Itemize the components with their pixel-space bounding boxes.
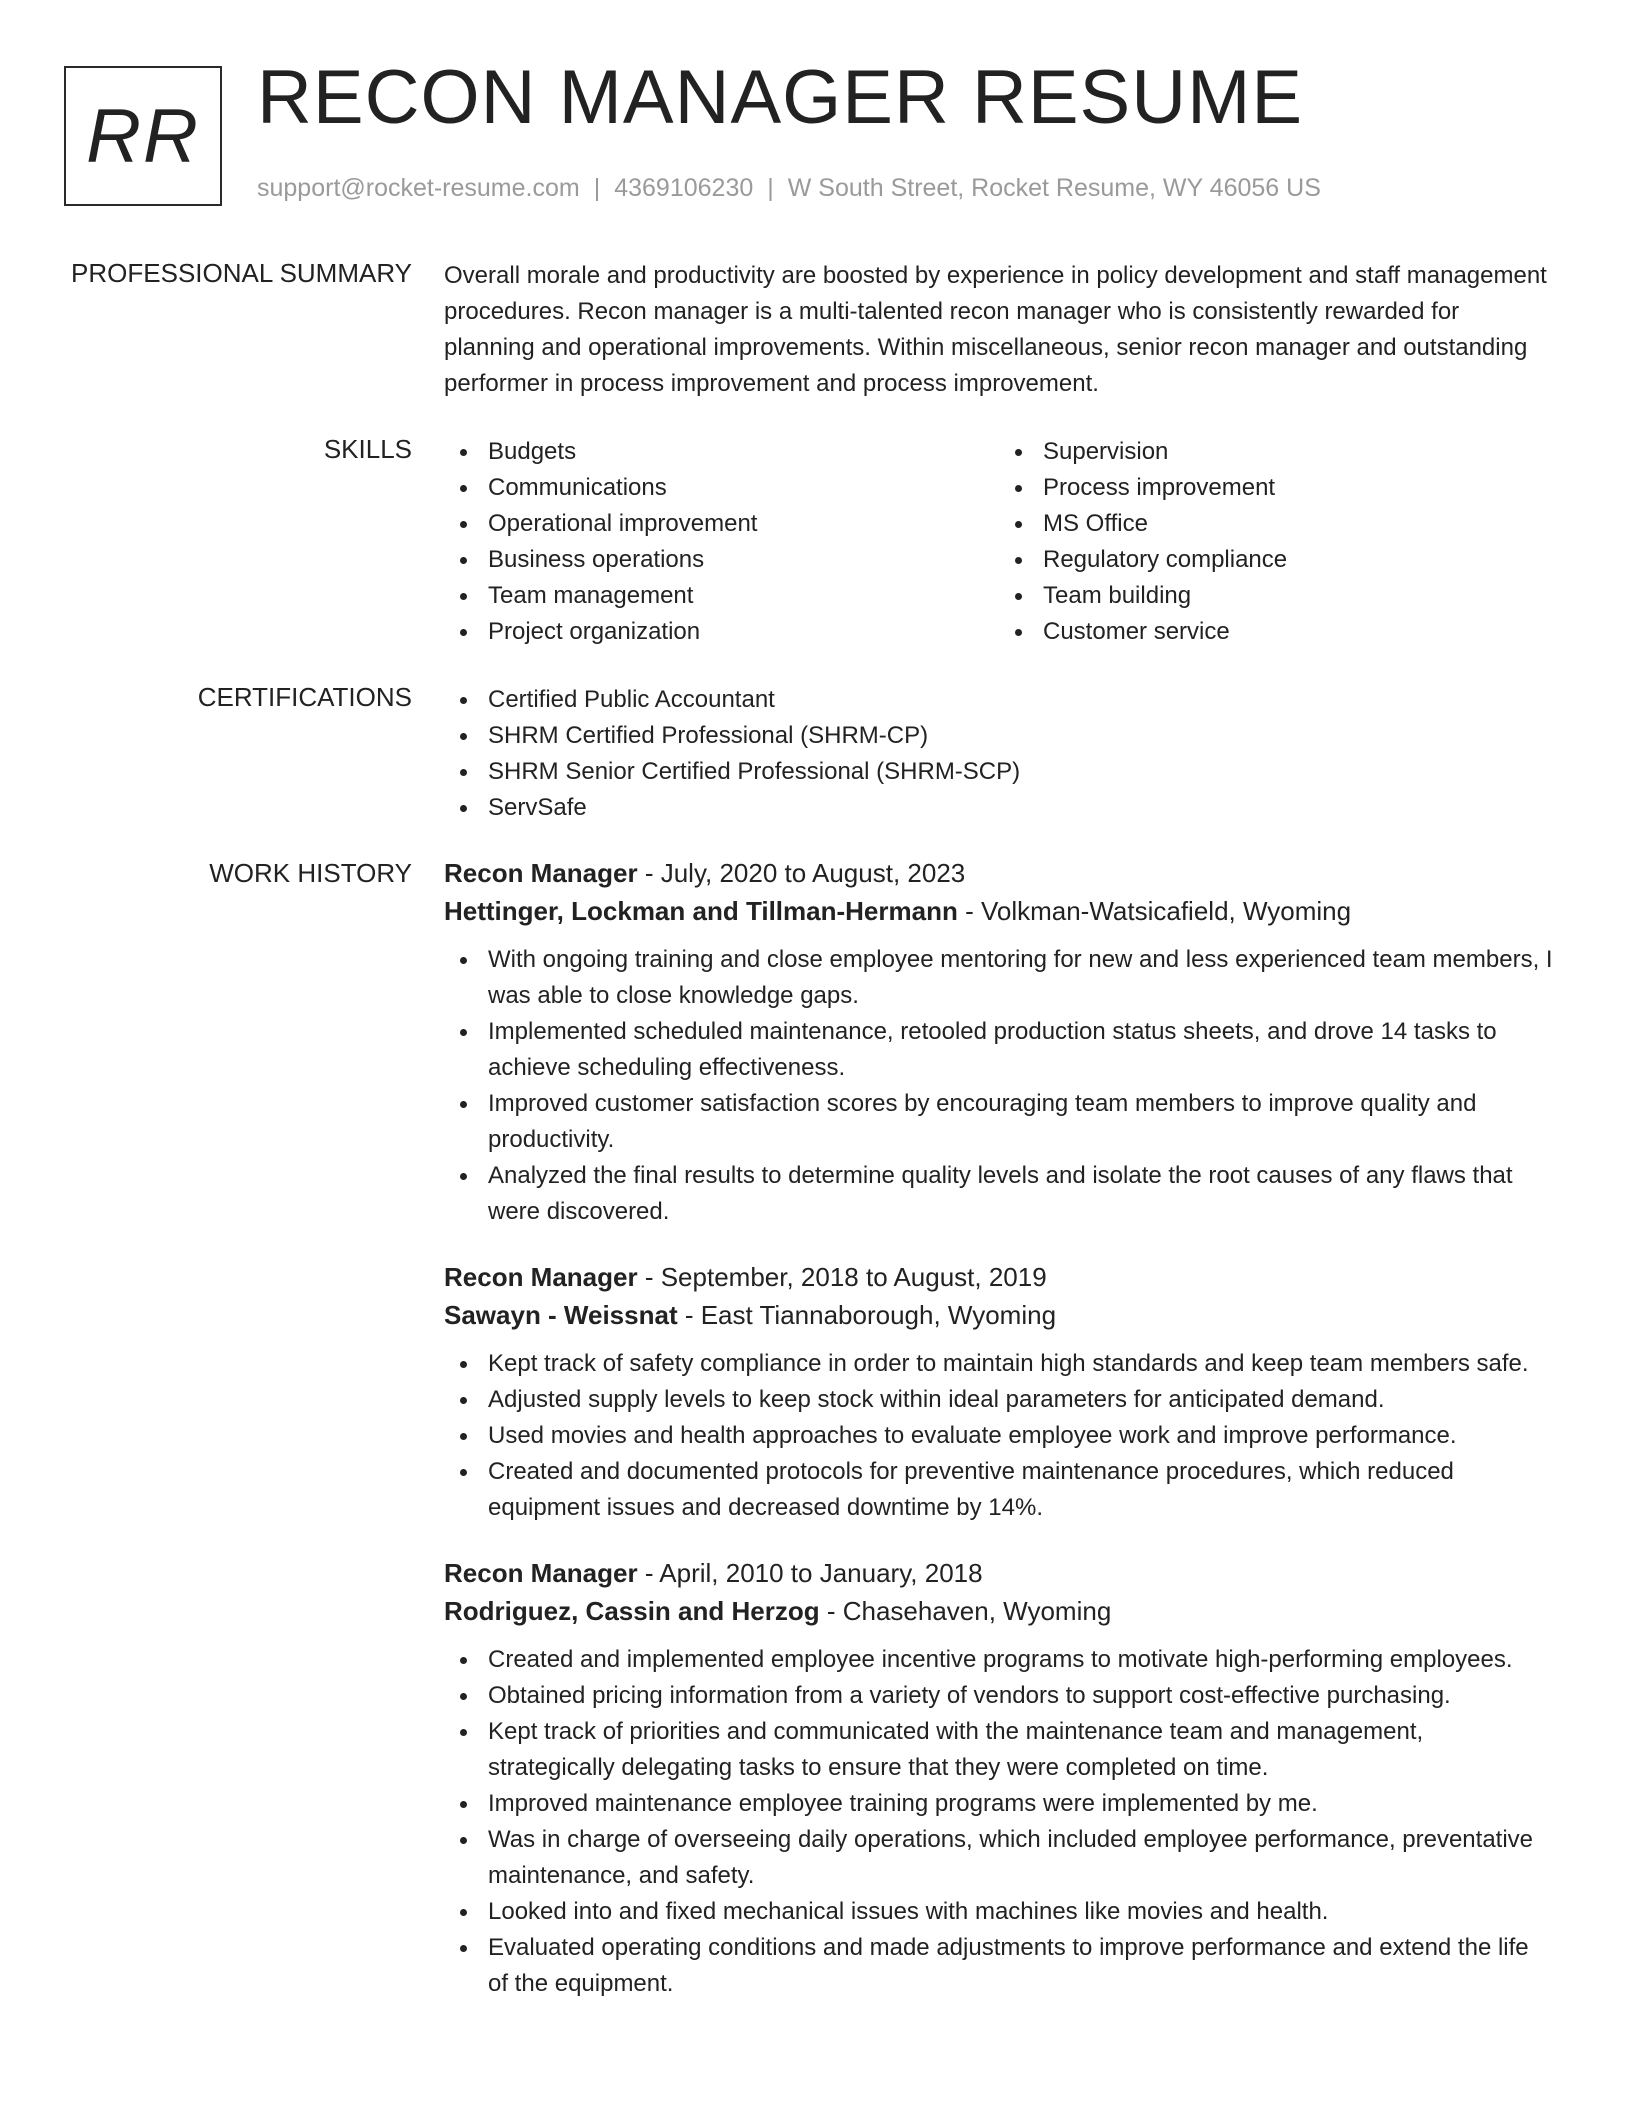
job-title: Recon Manager [444, 858, 638, 888]
summary-text: Overall morale and productivity are boosted by experience in policy development and staff management procedures. Recon manager is a multi-talented recon manager who is consistently rewarded for planning and operational improvements. Within miscellaneous, senior recon manager and outstanding performer in process improvement and process improvement. [444, 262, 1547, 397]
skill-item: Team management [488, 578, 999, 614]
certifications-list [444, 682, 1554, 826]
resume-title: RECON MANAGER RESUME [257, 55, 1304, 140]
skills-body [444, 434, 1554, 650]
skill-item: Team building [1043, 578, 1554, 614]
contact-address: W South Street, Rocket Resume, WY 46056 US [787, 174, 1321, 202]
section-label-summary: PROFESSIONAL SUMMARY [71, 258, 412, 288]
contact-line [257, 174, 1321, 203]
certification-item: SHRM Senior Certified Professional (SHRM-SCP) [488, 754, 1554, 790]
job-bullet: Implemented scheduled maintenance, retooled production status sheets, and drove 14 tasks to achieve scheduling effectiveness. [488, 1014, 1554, 1086]
job-company: Hettinger, Lockman and Tillman-Hermann [444, 896, 958, 926]
skill-item: Business operations [488, 542, 999, 578]
skill-item: Customer service [1043, 614, 1554, 650]
job-bullet: Created and documented protocols for preventive maintenance procedures, which reduced equipment issues and decreased downtime by 14%. [488, 1454, 1554, 1526]
job-bullet: Kept track of safety compliance in order to maintain high standards and keep team members safe. [488, 1346, 1554, 1382]
job-bullet: Used movies and health approaches to evaluate employee work and improve performance. [488, 1418, 1554, 1454]
certification-item: Certified Public Accountant [488, 682, 1554, 718]
job-bullets [444, 1346, 1554, 1526]
job-bullets [444, 942, 1554, 1230]
job-title-line: Recon Manager - July, 2020 to August, 2023 [444, 858, 966, 888]
job-dates: April, 2010 to January, 2018 [659, 1558, 983, 1588]
job-bullet: Adjusted supply levels to keep stock within ideal parameters for anticipated demand. [488, 1382, 1554, 1418]
section-label-skills: SKILLS [323, 434, 412, 464]
skill-item: Supervision [1043, 434, 1554, 470]
skill-item: Regulatory compliance [1043, 542, 1554, 578]
job-location: Volkman-Watsicafield, Wyoming [980, 896, 1352, 926]
job-bullet: Looked into and fixed mechanical issues with machines like movies and health. [488, 1894, 1554, 1930]
job-dates: September, 2018 to August, 2019 [660, 1262, 1047, 1292]
job-bullet: Created and implemented employee incentive programs to motivate high-performing employees. [488, 1642, 1554, 1678]
skill-item: Communications [488, 470, 999, 506]
job-entry [444, 854, 1554, 1230]
skill-item: Budgets [488, 434, 999, 470]
skill-item: Process improvement [1043, 470, 1554, 506]
job-entry [444, 1554, 1554, 2002]
job-company: Rodriguez, Cassin and Herzog [444, 1596, 820, 1626]
job-bullet: Evaluated operating conditions and made adjustments to improve performance and extend the life of the equipment. [488, 1930, 1554, 2002]
job-bullet: With ongoing training and close employee mentoring for new and less experienced team members, I was able to close knowledge gaps. [488, 942, 1554, 1014]
monogram-logo: RR [64, 66, 222, 206]
contact-separator: | [593, 174, 601, 202]
certifications-body [444, 682, 1554, 826]
job-company-line: Rodriguez, Cassin and Herzog - Chasehaven, Wyoming [444, 1596, 1112, 1626]
job-entry [444, 1258, 1554, 1526]
section-label-certifications: CERTIFICATIONS [197, 682, 412, 712]
job-company-line: Sawayn - Weissnat - East Tiannaborough, Wyoming [444, 1300, 1057, 1330]
skill-item: Project organization [488, 614, 999, 650]
job-bullet: Was in charge of overseeing daily operations, which included employee performance, preventative maintenance, and safety. [488, 1822, 1554, 1894]
job-title: Recon Manager [444, 1558, 638, 1588]
job-bullet: Kept track of priorities and communicated with the maintenance team and management, strategically delegating tasks to ensure that they were completed on time. [488, 1714, 1554, 1786]
job-location: East Tiannaborough, Wyoming [700, 1300, 1057, 1330]
section-label-work-history: WORK HISTORY [209, 858, 412, 888]
skills-list-right [999, 434, 1554, 650]
job-bullets [444, 1642, 1554, 2002]
skill-item: MS Office [1043, 506, 1554, 542]
skill-item: Operational improvement [488, 506, 999, 542]
skills-list-left [444, 434, 999, 650]
contact-phone[interactable]: 4369106230 [614, 174, 754, 202]
job-bullet: Analyzed the final results to determine quality levels and isolate the root causes of any flaws that were discovered. [488, 1158, 1554, 1230]
summary-body [444, 258, 1554, 402]
job-title: Recon Manager [444, 1262, 638, 1292]
work-history-body [444, 854, 1554, 2030]
job-bullet: Improved customer satisfaction scores by encouraging team members to improve quality and productivity. [488, 1086, 1554, 1158]
job-bullet: Improved maintenance employee training programs were implemented by me. [488, 1786, 1554, 1822]
job-company: Sawayn - Weissnat [444, 1300, 678, 1330]
job-company-line: Hettinger, Lockman and Tillman-Hermann - Volkman-Watsicafield, Wyoming [444, 896, 1352, 926]
contact-email[interactable]: support@rocket-resume.com [257, 174, 580, 202]
job-title-line: Recon Manager - September, 2018 to August, 2019 [444, 1262, 1047, 1292]
contact-separator: | [767, 174, 774, 202]
job-dates: July, 2020 to August, 2023 [660, 858, 966, 888]
certification-item: SHRM Certified Professional (SHRM-CP) [488, 718, 1554, 754]
job-title-line: Recon Manager - April, 2010 to January, 2018 [444, 1558, 983, 1588]
job-bullet: Obtained pricing information from a variety of vendors to support cost-effective purchasing. [488, 1678, 1554, 1714]
job-location: Chasehaven, Wyoming [842, 1596, 1112, 1626]
certification-item: ServSafe [488, 790, 1554, 826]
